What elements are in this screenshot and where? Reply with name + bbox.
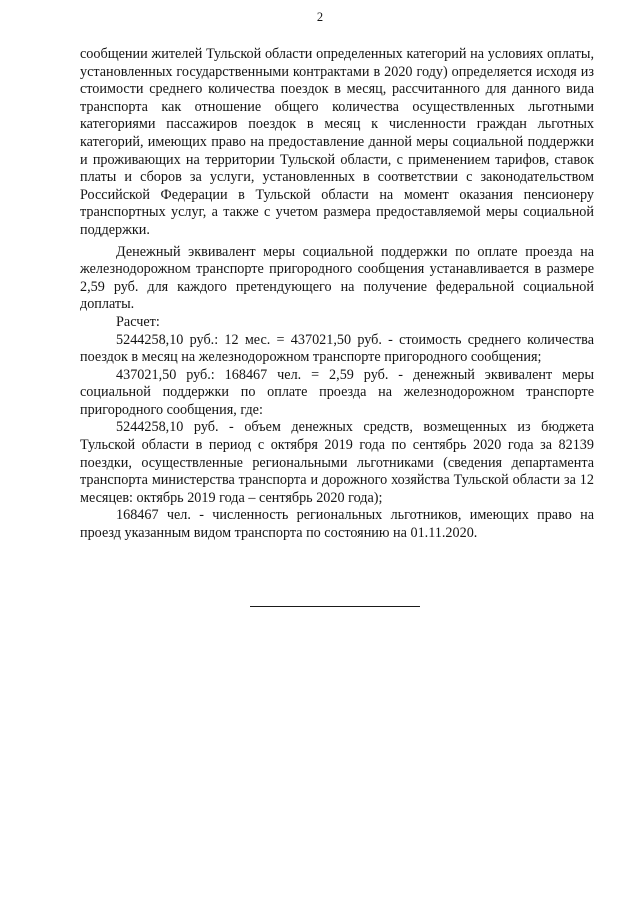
paragraph-continuation: сообщении жителей Тульской области определенных категорий на условиях оплаты, установленных государственными контрактами в 2020 году) определяется исходя из стоимости среднего количества поездок в месяц, рассчитанного для данного вида транспорта как отношение общего количества осуществленных льготными категориями пассажиров поездок в месяц к численности граждан льготных категорий, имеющих право на предоставление данной меры социальной поддержки и проживающих на территории Тульской области, с применением тарифов, ставок платы и сборов за услуги, установленных в соответствии с законодательством Российской Федерации в Тульской области на момент оказания пенсионеру транспортных услуг, а также с учетом размера предоставляемой меры социальной поддержки. <box>80 46 594 238</box>
paragraph-equivalent-formula: 437021,50 руб.: 168467 чел. = 2,59 руб. - денежный эквивалент меры социальной поддержки по оплате проезда на железнодорожном транспорте пригородного сообщения, где: <box>80 366 594 418</box>
document-body <box>80 46 594 543</box>
paragraph-beneficiaries-count: 168467 чел. - численность региональных льготников, имеющих право на проезд указанным видом транспорта по состоянию на 01.11.2020. <box>80 507 594 542</box>
paragraph-calculation-heading: Расчет: <box>116 313 160 330</box>
closing-divider-line <box>250 606 420 607</box>
paragraph-average-trip-cost: 5244258,10 руб.: 12 мес. = 437021,50 руб. - стоимость среднего количества поездок в месяц на железнодорожном транспорте пригородного сообщения; <box>80 331 594 366</box>
paragraph-monetary-equivalent: Денежный эквивалент меры социальной поддержки по оплате проезда на железнодорожном транспорте пригородного сообщения устанавливается в размере 2,59 руб. для каждого претендующего на получение федеральной социальной доплаты. <box>80 243 594 313</box>
paragraph-funds-volume: 5244258,10 руб. - объем денежных средств, возмещенных из бюджета Тульской области в период с октября 2019 года по сентябрь 2020 года за 82139 поездки, осуществленные региональными льготниками (сведения департамента транспорта министерства транспорта и дорожного хозяйства Тульской области за 12 месяцев: октябрь 2019 года – сентябрь 2020 года); <box>80 419 594 506</box>
page-number: 2 <box>316 10 324 24</box>
